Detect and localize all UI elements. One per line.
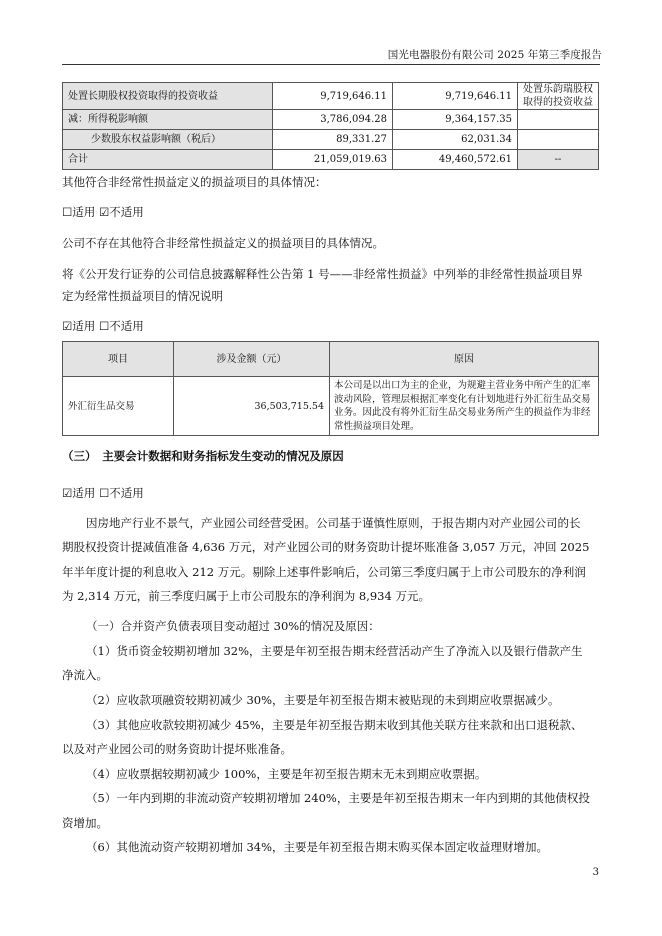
paragraph: 为 2,314 万元，前三季度归属于上市公司股东的净利润为 8,934 万元。 (62, 589, 430, 603)
recurring-items-table (62, 341, 599, 436)
note-cell: -- (518, 150, 599, 170)
reason-cell: 本公司是以出口为主的企业，为规避主营业务中所产生的汇率波动风险，管理层根据汇率变化有计划地进行外汇衍生品交易业务。因此没有将外汇衍生品交易业务所产生的损益作为非经常性损益项目处理。 (330, 377, 599, 436)
paragraph: 将《公开发行证券的公司信息披露解释性公告第 1 号——非经常性损益》中列举的非经常性损益项目界 (62, 267, 583, 281)
section-heading: （三） 主要会计数据和财务指标发生变动的情况及原因 (62, 449, 344, 463)
list-item: （6）其他流动资产较期初增加 34%，主要是年初至报告期末购买保本固定收益理财增加。 (86, 840, 549, 854)
column-header: 原因 (330, 342, 599, 377)
item-cell: 处置长期股权投资取得的投资收益 (63, 83, 273, 110)
table-row (63, 83, 599, 110)
paragraph: 定为经常性损益项目的情况说明 (62, 289, 223, 303)
note-cell (518, 110, 599, 130)
table-row (63, 150, 599, 170)
paragraph: 期股权投资计提减值准备 4,636 万元，对产业园公司的财务资助计提坏账准备 3,057 万元，冲回 2025 (62, 540, 590, 554)
item-cell: 减：所得税影响额 (63, 110, 273, 130)
list-item: 以及对产业园公司的财务资助计提坏账准备。 (62, 742, 292, 756)
amount-cell: 49,460,572.61 (393, 150, 518, 170)
applicability-check: ☑适用 ☐不适用 (62, 486, 144, 500)
table-row (63, 130, 599, 150)
applicability-check: ☑适用 ☐不适用 (62, 319, 144, 333)
amount-cell: 9,719,646.11 (273, 83, 393, 110)
list-item: （4）应收票据较期初减少 100%，主要是年初至报告期末无未到期应收票据。 (86, 767, 487, 781)
amount-cell: 36,503,715.54 (174, 377, 330, 436)
amount-cell: 9,364,157.35 (393, 110, 518, 130)
column-header: 涉及金额（元） (174, 342, 330, 377)
page-number: 3 (592, 867, 599, 878)
item-cell: 外汇衍生品交易 (63, 377, 174, 436)
table-row (63, 377, 599, 436)
paragraph: 其他符合非经常性损益定义的损益项目的具体情况： (62, 175, 327, 189)
header-divider (62, 64, 600, 65)
amount-cell: 3,786,094.28 (273, 110, 393, 130)
note-cell (518, 130, 599, 150)
item-cell: 合计 (63, 150, 273, 170)
column-header: 项目 (63, 342, 174, 377)
list-item: 资增加。 (62, 816, 108, 830)
applicability-check: ☐适用 ☑不适用 (62, 205, 144, 219)
paragraph: 因房地产行业不景气，产业园公司经营受困。公司基于谨慎性原则，于报告期内对产业园公司的长 (86, 516, 581, 530)
non-recurring-table (62, 82, 599, 170)
note-cell: 处置乐韵瑞股权取得的投资收益 (518, 83, 599, 110)
paragraph: 公司不存在其他符合非经常性损益定义的损益项目的具体情况。 (62, 236, 384, 250)
table-header-row (63, 342, 599, 377)
page-header: 国光电器股份有限公司 2025 年第三季度报告 (387, 49, 602, 61)
list-item: 净流入。 (62, 668, 108, 682)
list-item: （1）货币资金较期初增加 32%，主要是年初至报告期末经营活动产生了净流入以及银行借款产生 (86, 644, 583, 658)
amount-cell: 89,331.27 (273, 130, 393, 150)
table-row (63, 110, 599, 130)
list-item: （5）一年内到期的非流动资产较期初增加 240%，主要是年初至报告期末一年内到期的其他债权投 (86, 791, 590, 805)
subheading: （一）合并资产负债表项目变动超过 30%的情况及原因： (86, 619, 380, 633)
amount-cell: 62,031.34 (393, 130, 518, 150)
amount-cell: 21,059,019.63 (273, 150, 393, 170)
paragraph: 年半年度计提的利息收入 212 万元。剔除上述事件影响后，公司第三季度归属于上市公司股东的净利润 (62, 565, 586, 579)
list-item: （3）其他应收款较期初减少 45%，主要是年初至报告期末收到其他关联方往来款和出口退税款、 (86, 718, 583, 732)
amount-cell: 9,719,646.11 (393, 83, 518, 110)
item-cell: 少数股东权益影响额（税后） (63, 130, 273, 150)
list-item: （2）应收款项融资较期初减少 30%，主要是年初至报告期末被贴现的未到期应收票据减少。 (86, 693, 560, 707)
